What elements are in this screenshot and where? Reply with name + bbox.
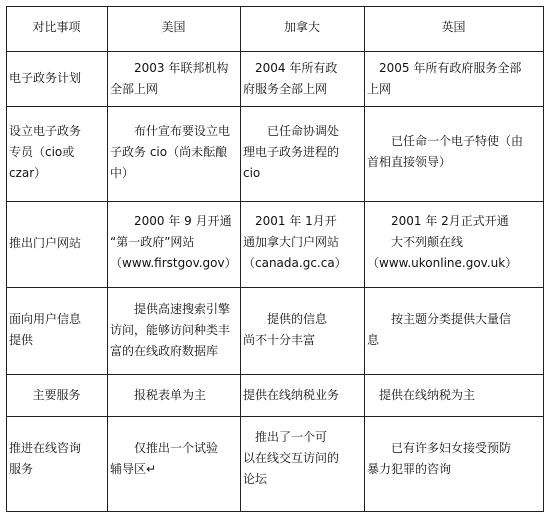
row-egov-plan-ca: 2004 年所有政 府服务全部上网 [243, 61, 338, 96]
row-egov-officer-us: 布什宣布要设立电 子政务 cio（尚未酝酿 中） [110, 124, 231, 180]
row-portal-ca: 2001 年 1月开 通加拿大门户网站 （canada.gc.ca） [243, 214, 347, 270]
row-divider-5 [6, 374, 543, 375]
row-main-service-label: 主要服务 [32, 388, 81, 402]
row-portal-label: 推出门户网站 [9, 236, 82, 250]
row-egov-plan-label: 电子政务计划 [9, 71, 82, 85]
row-divider-4 [6, 287, 543, 288]
table-border-top [6, 6, 543, 7]
row-online-consult-us: 仅推出一个试验 辅导区↵ [110, 441, 219, 476]
row-portal-us: 2000 年 9 月开通 “第一政府”网站 （www.firstgov.gov） [110, 214, 237, 270]
row-egov-plan-uk: 2005 年所有政府服务全部 上网 [367, 61, 522, 96]
column-divider-3 [364, 6, 365, 512]
row-info-provision-label: 面向用户信息 提供 [9, 312, 82, 347]
row-egov-plan-us: 2003 年联邦机构 全部上网 [110, 61, 229, 96]
row-online-consult-label: 推进在线咨询 服务 [9, 441, 82, 476]
row-main-service-ca: 提供在线纳税业务 [243, 388, 340, 402]
row-divider-2 [6, 106, 543, 107]
row-online-consult-ca: 推出了一个可 以在线交互访问的 论坛 [243, 430, 340, 486]
table-border-bottom [6, 511, 543, 512]
table-border-left [6, 6, 7, 512]
column-divider-2 [240, 6, 241, 512]
column-divider-1 [107, 6, 108, 512]
row-divider-3 [6, 201, 543, 202]
header-comparison-item: 对比事项 [32, 20, 81, 34]
row-egov-officer-label: 设立电子政务 专员（cio或 czar） [9, 124, 82, 180]
row-main-service-uk: 提供在线纳税为主 [367, 388, 476, 402]
row-egov-officer-uk: 已任命一个电子特使（由 首相直接领导） [367, 134, 524, 169]
row-portal-uk: 2001 年 2月正式开通 大不列颠在线 （www.ukonline.gov.uk） [367, 214, 518, 270]
header-canada: 加拿大 [283, 20, 320, 34]
row-egov-officer-ca: 已任命协调处 理电子政务进程的 cio [243, 124, 340, 180]
row-info-provision-ca: 提供的信息 尚不十分丰富 [243, 312, 328, 347]
row-main-service-us: 报税表单为主 [110, 388, 207, 402]
row-divider-1 [6, 51, 543, 52]
header-uk: 英国 [441, 20, 466, 34]
header-usa: 美国 [161, 20, 186, 34]
row-info-provision-us: 提供高速搜索引擎 访问，能够访问种类丰 富的在线政府数据库 [110, 302, 231, 358]
row-info-provision-uk: 按主题分类提供大量信 息 [367, 312, 512, 347]
row-divider-6 [6, 416, 543, 417]
row-online-consult-uk: 已有许多妇女接受预防 暴力犯罪的咨询 [367, 441, 512, 476]
table-border-right [543, 6, 544, 512]
